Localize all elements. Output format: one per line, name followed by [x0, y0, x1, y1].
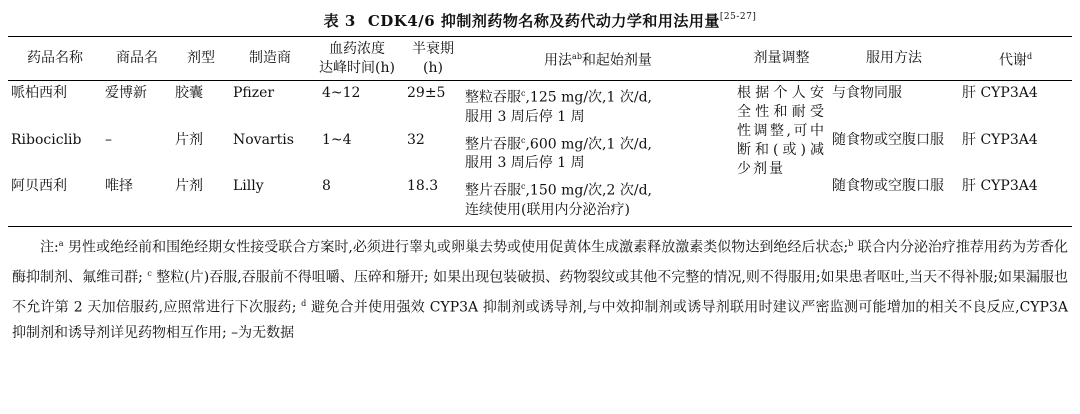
header-usage-tail: 和起始剂量: [581, 52, 652, 69]
table-header: [8, 37, 1072, 81]
cell-metab: 肝 CYP3A4: [962, 85, 1038, 101]
table-row: [8, 174, 1072, 226]
table-caption: [8, 6, 1072, 36]
header-adjust: 剂量调整: [753, 50, 810, 66]
header-drug: 药品名称: [27, 50, 83, 66]
cell-drug: 阿贝西利: [11, 178, 67, 195]
cell-halflife: 32: [407, 131, 425, 148]
header-usage: [462, 37, 734, 81]
usage-schedule: 服用 3 周后停 1 周: [465, 155, 585, 172]
cell-brand: 爱博新: [105, 85, 147, 101]
note-d: 避免合并使用强效 CYP3A 抑制剂或诱导剂,与中效抑制剂或诱导剂联用时建议严密监测可能增加的相关不良反应,CYP3A 抑制剂和诱导剂详见药物相互作用;: [12, 299, 1068, 342]
cell-tmax: 8: [322, 178, 331, 195]
cell-usage: [462, 81, 734, 128]
header-maker: 制造商: [249, 50, 291, 66]
cell-form: 胶囊: [175, 85, 203, 101]
cell-halflife: 29±5: [407, 85, 446, 101]
notes-lead: 注:: [40, 239, 59, 256]
header-metab: [959, 37, 1072, 81]
cell-drug: 哌柏西利: [11, 85, 67, 101]
drug-table: [8, 36, 1072, 227]
header-form: 剂型: [187, 50, 215, 66]
header-metab-text: 代谢: [998, 52, 1027, 69]
usage-sup: c: [521, 182, 526, 192]
header-tmax-line2: 达峰时间(h): [319, 59, 395, 76]
cell-usage: [462, 174, 734, 226]
header-metab-sup: d: [1026, 51, 1033, 61]
notes-paragraph: [12, 231, 1068, 347]
note-d-marker: d: [301, 299, 307, 309]
cell-metab: 肝 CYP3A4: [962, 178, 1038, 195]
cell-adjust: 根据个人安全性和耐受性调整,可中断和(或)减少剂量: [737, 85, 826, 177]
cell-brand: –: [105, 131, 112, 148]
table-body: [8, 81, 1072, 227]
cell-method: 随食物或空腹口服: [832, 178, 944, 195]
note-a-marker: a: [58, 238, 64, 248]
note-c-marker: c: [147, 269, 152, 279]
header-brand: 商品名: [116, 50, 158, 66]
cell-form: 片剂: [175, 178, 203, 195]
reference-marker: [25-27]: [719, 12, 757, 22]
cell-maker: Pfizer: [233, 85, 275, 101]
table-row: [8, 128, 1072, 175]
usage-dose: ,125 mg/次,1 次/d,: [525, 89, 652, 106]
usage-schedule: 服用 3 周后停 1 周: [465, 108, 585, 125]
cell-maker: Lilly: [233, 178, 264, 195]
usage-dose: ,600 mg/次,1 次/d,: [525, 136, 652, 153]
cell-metab: 肝 CYP3A4: [962, 131, 1038, 148]
header-tmax-line1: 血药浓度: [329, 40, 385, 57]
note-c: 整粒(片)吞服,吞服前不得咀嚼、压碎和掰开; 如果出现包装破损、药物裂纹或其他不完整的情况,则不得服用;如果患者呕吐,当天不得补服;如果漏服也不允许第 2 天加倍服药,应照常进行下次服药;: [12, 269, 1069, 316]
note-b: 联合内分泌治疗推荐用药为芳香化酶抑制剂、氟维司群;: [12, 239, 1069, 286]
note-dash: –为无数据: [226, 325, 295, 342]
cell-halflife: 18.3: [407, 178, 439, 195]
header-usage-text: 用法: [544, 52, 573, 69]
header-halflife: [404, 37, 462, 81]
usage-text: 整粒吞服: [465, 89, 521, 106]
cell-usage: [462, 128, 734, 175]
header-halflife-line1: 半衰期: [412, 40, 454, 57]
usage-schedule: 连续使用(联用内分泌治疗): [465, 201, 630, 218]
header-method: 服用方法: [866, 50, 922, 66]
table-number: 表 3: [323, 12, 356, 30]
cell-tmax: 4~12: [322, 85, 361, 101]
table-title: CDK4/6 抑制剂药物名称及药代动力学和用法用量: [367, 12, 720, 30]
header-row: [8, 37, 1072, 81]
usage-dose: ,150 mg/次,2 次/d,: [525, 182, 652, 199]
cell-maker: Novartis: [233, 131, 294, 148]
usage-sup: c: [521, 89, 526, 98]
note-b-marker: b: [848, 238, 854, 248]
cell-tmax: 1~4: [322, 131, 352, 148]
cell-drug: Ribociclib: [11, 131, 82, 148]
cell-brand: 唯择: [105, 178, 133, 195]
cell-form: 片剂: [175, 131, 203, 148]
usage-text: 整片吞服: [465, 182, 521, 199]
table-row: [8, 81, 1072, 128]
header-tmax: [310, 37, 404, 81]
cell-method: 随食物或空腹口服: [832, 131, 944, 148]
header-halflife-line2: (h): [423, 59, 443, 76]
note-a: 男性或绝经前和围绝经期女性接受联合方案时,必须进行睾丸或卵巢去势或使用促黄体生成激素释放激素类似物达到绝经后状态;: [63, 239, 849, 256]
cell-method: 与食物同服: [832, 85, 902, 101]
usage-text: 整片吞服: [465, 136, 521, 153]
table-notes: [8, 231, 1072, 347]
usage-sup: c: [521, 135, 526, 145]
header-usage-sup: ab: [572, 51, 582, 61]
